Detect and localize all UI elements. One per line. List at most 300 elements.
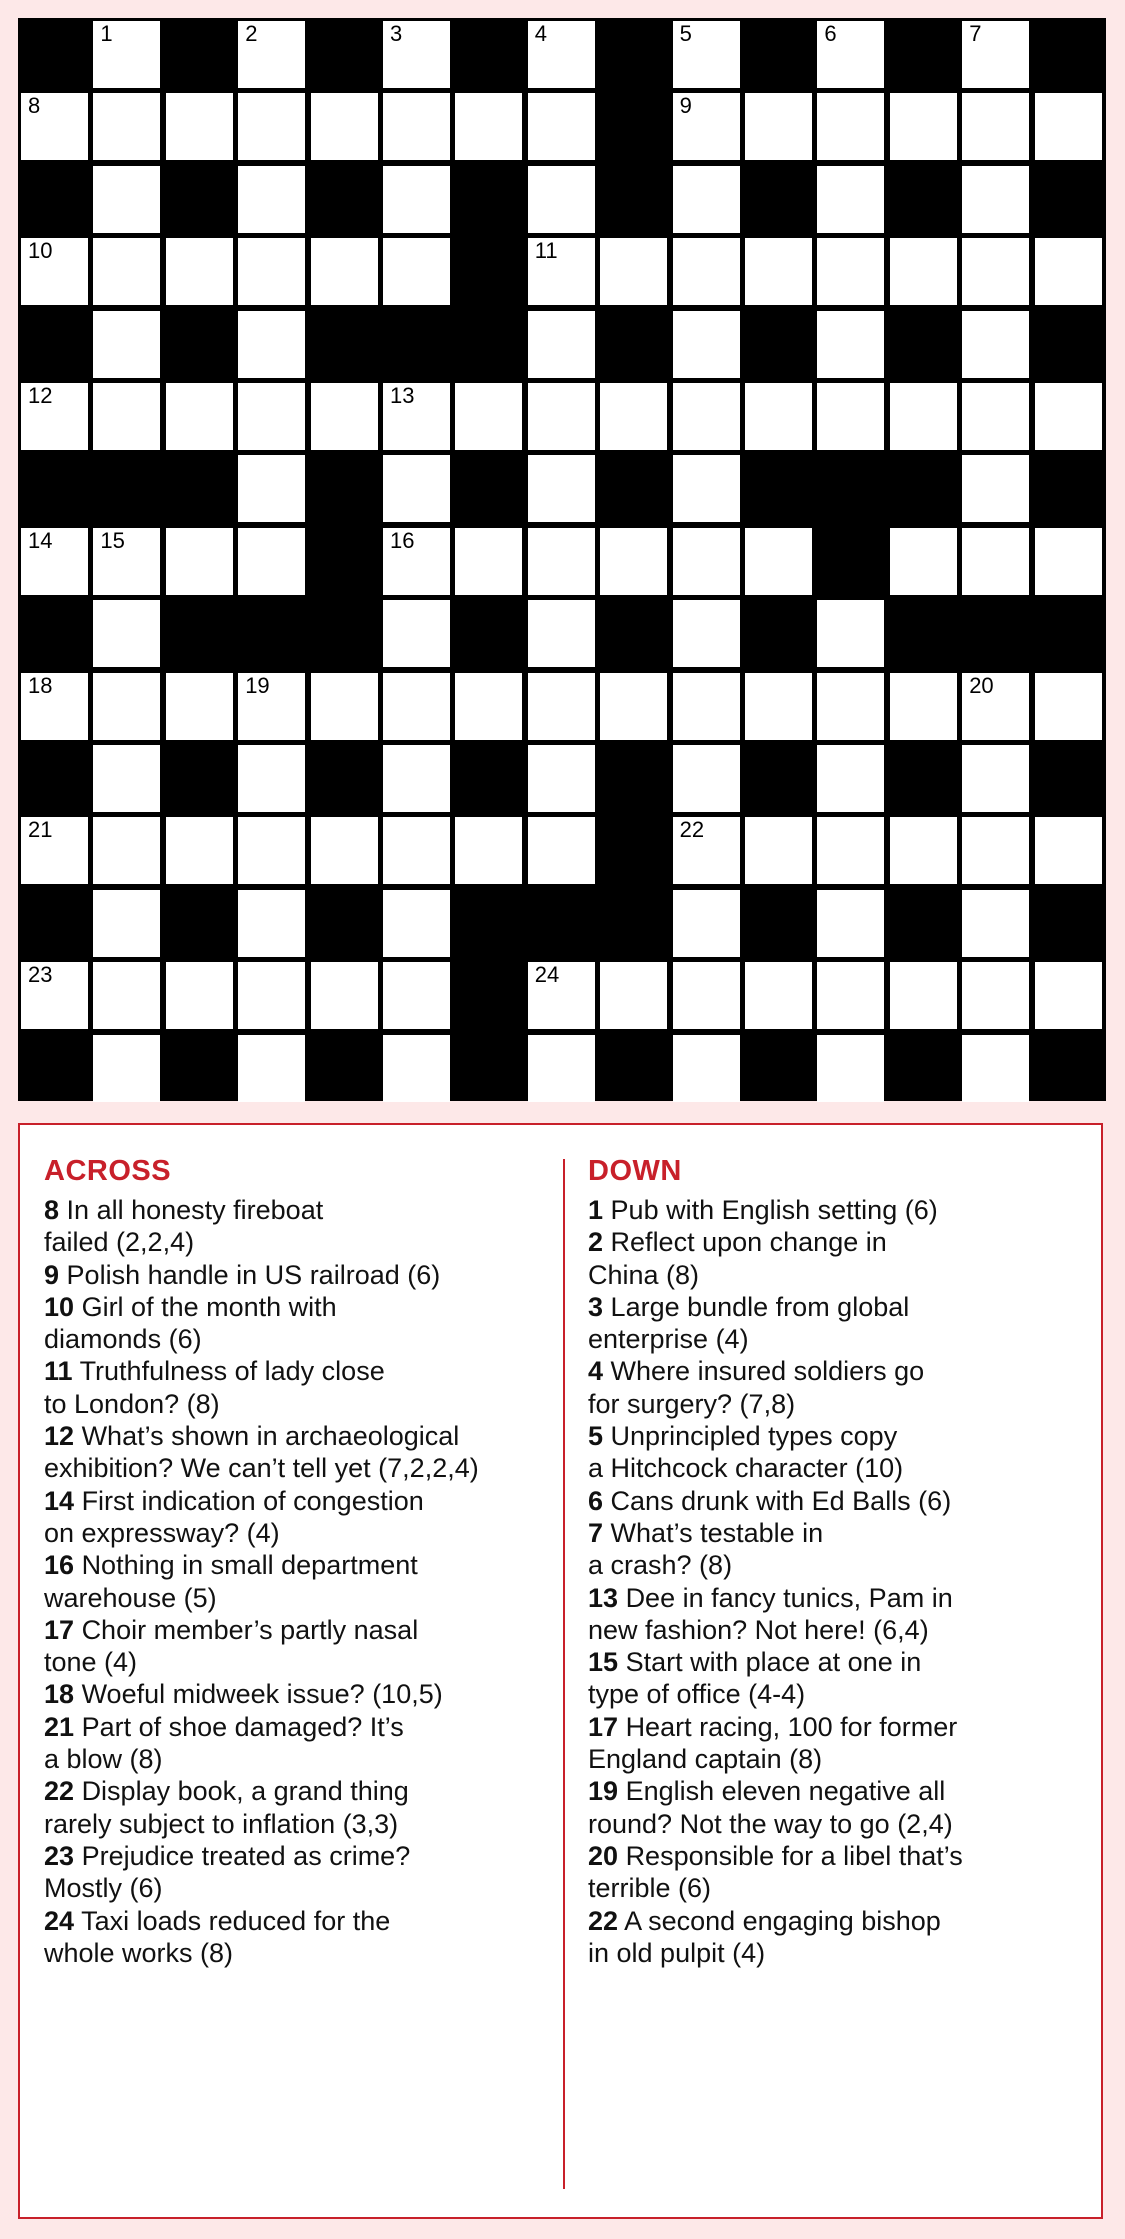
grid-cell[interactable]: [238, 383, 305, 450]
clue-number: 9: [679, 93, 692, 119]
grid-cell[interactable]: [21, 962, 88, 1029]
grid-cell[interactable]: [745, 673, 812, 740]
grid-cell[interactable]: [455, 93, 522, 160]
clue-text: Dee in fancy tunics, Pam in: [625, 1582, 953, 1613]
grid-cell[interactable]: [21, 238, 88, 305]
clue-text: enterprise (4): [588, 1324, 749, 1355]
clue-line: [588, 1388, 1088, 1420]
grid-cell[interactable]: [1035, 238, 1102, 305]
grid-cell[interactable]: [383, 817, 450, 884]
grid-cell[interactable]: [817, 817, 884, 884]
grid-cell[interactable]: [238, 890, 305, 957]
clue-num: 20: [588, 1840, 619, 1871]
grid-cell[interactable]: [166, 528, 233, 595]
grid-cell[interactable]: [93, 166, 160, 233]
grid-cell[interactable]: [166, 962, 233, 1029]
grid-cell[interactable]: [93, 21, 160, 88]
grid-cell[interactable]: [890, 817, 957, 884]
clue-num: 10: [44, 1291, 75, 1322]
grid-cell[interactable]: [600, 528, 667, 595]
grid-cell[interactable]: [817, 673, 884, 740]
grid-cell[interactable]: [93, 600, 160, 667]
across-clue-24[interactable]: [44, 1905, 554, 1970]
grid-cell[interactable]: [890, 93, 957, 160]
clues-panel: [18, 1123, 1103, 2219]
grid-cell[interactable]: [673, 817, 740, 884]
clue-text: round? Not the way to go (2,4): [588, 1808, 953, 1839]
grid-cell[interactable]: [817, 166, 884, 233]
grid-cell[interactable]: [673, 455, 740, 522]
clue-text: whole works (8): [44, 1937, 234, 1968]
grid-cell[interactable]: [600, 673, 667, 740]
clue-text: China (8): [588, 1259, 700, 1290]
clue-line: [44, 1420, 554, 1452]
grid-cell[interactable]: [238, 962, 305, 1029]
clue-line: [44, 1355, 554, 1387]
grid-cell[interactable]: [890, 962, 957, 1029]
grid-cell[interactable]: [745, 383, 812, 450]
grid-cell[interactable]: [962, 93, 1029, 160]
grid-cell[interactable]: [383, 600, 450, 667]
grid-cell[interactable]: [673, 311, 740, 378]
clue-line: [44, 1678, 554, 1710]
across-clue-23[interactable]: [44, 1840, 554, 1905]
grid-cell[interactable]: [528, 21, 595, 88]
clue-number: 23: [28, 962, 53, 988]
clue-text: Display book, a grand thing: [81, 1776, 409, 1807]
grid-cell[interactable]: [817, 600, 884, 667]
grid-cell[interactable]: [455, 383, 522, 450]
clue-line: [588, 1678, 1088, 1710]
clue-num: 21: [44, 1711, 75, 1742]
down-heading: DOWN: [588, 1155, 682, 1187]
grid-cell[interactable]: [93, 383, 160, 450]
clue-num: 23: [44, 1840, 75, 1871]
grid-cell[interactable]: [528, 745, 595, 812]
grid-cell[interactable]: [311, 673, 378, 740]
grid-cell[interactable]: [93, 311, 160, 378]
clue-number: 20: [969, 672, 994, 698]
grid-cell[interactable]: [528, 962, 595, 1029]
clue-line: [44, 1485, 554, 1517]
across-clue-16[interactable]: [44, 1549, 554, 1614]
grid-cell[interactable]: [528, 311, 595, 378]
clue-text: Polish handle in US railroad (6): [66, 1259, 441, 1290]
grid-cell[interactable]: [383, 745, 450, 812]
across-clue-list: [44, 1194, 554, 1969]
across-clue-8[interactable]: [44, 1194, 554, 1259]
clue-line: [588, 1517, 1088, 1549]
grid-cell[interactable]: [890, 383, 957, 450]
down-column: [588, 1155, 1088, 1969]
clue-text: type of office (4-4): [588, 1679, 806, 1710]
clue-line: [44, 1194, 554, 1226]
grid-cell[interactable]: [528, 817, 595, 884]
grid-cell[interactable]: [817, 890, 884, 957]
clue-text: exhibition? We can’t tell yet (7,2,2,4): [44, 1453, 479, 1484]
grid-cell[interactable]: [1035, 817, 1102, 884]
grid-cell[interactable]: [962, 528, 1029, 595]
clue-number: 14: [28, 527, 53, 553]
clue-text: Reflect upon change in: [610, 1227, 887, 1258]
down-clue-4[interactable]: [588, 1355, 1088, 1420]
clue-line: [588, 1226, 1088, 1258]
across-clue-11[interactable]: [44, 1355, 554, 1420]
grid-cell[interactable]: [93, 817, 160, 884]
grid-cell[interactable]: [1035, 673, 1102, 740]
grid-cell[interactable]: [528, 383, 595, 450]
clue-num: 22: [588, 1905, 619, 1936]
clue-num: 12: [44, 1421, 75, 1452]
clue-text: Heart racing, 100 for former: [625, 1711, 958, 1742]
grid-cell[interactable]: [93, 745, 160, 812]
clue-num: 15: [588, 1647, 619, 1678]
grid-cell[interactable]: [311, 817, 378, 884]
clue-num: 6: [588, 1485, 604, 1516]
grid-cell[interactable]: [166, 93, 233, 160]
grid-cell[interactable]: [238, 673, 305, 740]
grid-cell[interactable]: [166, 383, 233, 450]
grid-cell[interactable]: [817, 745, 884, 812]
clue-line: [588, 1905, 1088, 1937]
grid-cell[interactable]: [383, 528, 450, 595]
across-clue-14[interactable]: [44, 1485, 554, 1550]
grid-cell[interactable]: [817, 962, 884, 1029]
clue-text: Woeful midweek issue? (10,5): [81, 1679, 443, 1710]
clue-text: a Hitchcock character (10): [588, 1453, 904, 1484]
grid-cell[interactable]: [528, 238, 595, 305]
grid-cell[interactable]: [817, 311, 884, 378]
clue-line: [44, 1452, 554, 1484]
clue-text: English eleven negative all: [625, 1776, 946, 1807]
grid-cell[interactable]: [21, 383, 88, 450]
grid-cell[interactable]: [528, 528, 595, 595]
grid-cell[interactable]: [528, 455, 595, 522]
clue-number: 15: [100, 527, 125, 553]
down-clue-7[interactable]: [588, 1517, 1088, 1582]
grid-cell[interactable]: [311, 962, 378, 1029]
clue-num: 1: [588, 1195, 604, 1225]
grid-cell[interactable]: [238, 1035, 305, 1102]
clue-line: [44, 1582, 554, 1614]
grid-cell[interactable]: [673, 238, 740, 305]
grid-cell[interactable]: [166, 238, 233, 305]
across-clue-22[interactable]: [44, 1775, 554, 1840]
clue-number: 10: [28, 238, 53, 264]
down-clue-1[interactable]: [588, 1194, 1088, 1226]
clue-text: A second engaging bishop: [624, 1905, 941, 1936]
grid-cell[interactable]: [673, 93, 740, 160]
down-clue-13[interactable]: [588, 1582, 1088, 1647]
clue-text: a blow (8): [44, 1744, 163, 1775]
grid-cell[interactable]: [528, 93, 595, 160]
grid-cell[interactable]: [455, 528, 522, 595]
clue-line: [44, 1743, 554, 1775]
grid-cell[interactable]: [93, 1035, 160, 1102]
grid-cell[interactable]: [817, 93, 884, 160]
grid-cell[interactable]: [962, 817, 1029, 884]
clue-line: [44, 1226, 554, 1258]
grid-cell[interactable]: [383, 890, 450, 957]
down-clue-list: [588, 1194, 1088, 1969]
grid-cell[interactable]: [93, 238, 160, 305]
clue-text: What’s testable in: [610, 1517, 824, 1548]
clue-text: First indication of congestion: [81, 1485, 424, 1516]
clue-line: [44, 1775, 554, 1807]
across-clue-9[interactable]: [44, 1259, 554, 1291]
clue-line: [588, 1194, 1088, 1226]
down-clue-17[interactable]: [588, 1711, 1088, 1776]
clue-num: 7: [588, 1517, 604, 1548]
clue-line: [588, 1646, 1088, 1678]
grid-cell[interactable]: [311, 383, 378, 450]
clue-line: [44, 1323, 554, 1355]
clue-text: Nothing in small department: [81, 1550, 418, 1581]
grid-cell[interactable]: [817, 238, 884, 305]
clue-text: Pub with English setting (6): [610, 1195, 938, 1225]
clue-number: 5: [679, 21, 692, 46]
grid-cell[interactable]: [93, 528, 160, 595]
clue-num: 2: [588, 1227, 604, 1258]
grid-cell[interactable]: [93, 890, 160, 957]
grid-cell[interactable]: [745, 528, 812, 595]
clue-text: Where insured soldiers go: [610, 1356, 925, 1387]
grid-cell[interactable]: [383, 1035, 450, 1102]
grid-cell[interactable]: [311, 238, 378, 305]
across-column: [44, 1155, 554, 1969]
column-divider: [563, 1159, 565, 2189]
clue-line: [44, 1259, 554, 1291]
clue-line: [588, 1291, 1088, 1323]
grid-cell[interactable]: [455, 673, 522, 740]
clue-num: 18: [44, 1679, 75, 1710]
grid-cell[interactable]: [238, 528, 305, 595]
clue-num: 9: [44, 1259, 60, 1290]
down-clue-22[interactable]: [588, 1905, 1088, 1970]
grid-cell[interactable]: [962, 890, 1029, 957]
down-clue-5[interactable]: [588, 1420, 1088, 1485]
grid-cell[interactable]: [238, 311, 305, 378]
grid-cell[interactable]: [745, 93, 812, 160]
clue-line: [44, 1291, 554, 1323]
down-clue-20[interactable]: [588, 1840, 1088, 1905]
grid-cell[interactable]: [238, 93, 305, 160]
clue-line: [588, 1937, 1088, 1969]
clue-text: Taxi loads reduced for the: [81, 1905, 391, 1936]
down-clue-3[interactable]: [588, 1291, 1088, 1356]
grid-cell[interactable]: [383, 21, 450, 88]
grid-cell[interactable]: [962, 383, 1029, 450]
clue-text: failed (2,2,4): [44, 1227, 195, 1258]
clue-line: [588, 1582, 1088, 1614]
clue-num: 19: [588, 1776, 619, 1807]
grid-cell[interactable]: [962, 311, 1029, 378]
grid-cell[interactable]: [1035, 962, 1102, 1029]
grid-cell[interactable]: [962, 673, 1029, 740]
grid-cell[interactable]: [817, 1035, 884, 1102]
grid-cell[interactable]: [1035, 383, 1102, 450]
grid-cell[interactable]: [383, 673, 450, 740]
grid-cell[interactable]: [673, 673, 740, 740]
grid-cell[interactable]: [383, 166, 450, 233]
down-clue-19[interactable]: [588, 1775, 1088, 1840]
clue-text: Girl of the month with: [81, 1291, 337, 1322]
clue-line: [44, 1549, 554, 1581]
clue-text: in old pulpit (4): [588, 1937, 766, 1968]
grid-cell[interactable]: [93, 93, 160, 160]
clue-line: [44, 1388, 554, 1420]
grid-cell[interactable]: [962, 745, 1029, 812]
clue-num: 11: [44, 1356, 73, 1387]
clue-num: 14: [44, 1485, 75, 1516]
grid-cell[interactable]: [673, 745, 740, 812]
grid-cell[interactable]: [673, 962, 740, 1029]
clue-number: 19: [245, 672, 270, 698]
clue-text: Prejudice treated as crime?: [81, 1840, 411, 1871]
clue-line: [588, 1549, 1088, 1581]
grid-cell[interactable]: [673, 890, 740, 957]
clue-text: Truthfulness of lady close: [79, 1356, 385, 1387]
grid-cell[interactable]: [21, 93, 88, 160]
grid-cell[interactable]: [600, 238, 667, 305]
grid-cell[interactable]: [528, 1035, 595, 1102]
grid-cell[interactable]: [528, 673, 595, 740]
clue-text: Large bundle from global: [610, 1291, 910, 1322]
grid-cell[interactable]: [21, 673, 88, 740]
grid-cell[interactable]: [238, 745, 305, 812]
clue-text: What’s shown in archaeological: [81, 1421, 460, 1452]
clue-number: 22: [679, 817, 705, 843]
grid-cell[interactable]: [673, 166, 740, 233]
grid-cell[interactable]: [962, 166, 1029, 233]
clue-number: 16: [390, 527, 415, 553]
grid-cell[interactable]: [745, 238, 812, 305]
clue-text: Cans drunk with Ed Balls (6): [610, 1485, 952, 1516]
clue-line: [44, 1517, 554, 1549]
grid-cell[interactable]: [890, 673, 957, 740]
grid-cell[interactable]: [1035, 528, 1102, 595]
clue-line: [588, 1485, 1088, 1517]
clue-line: [588, 1452, 1088, 1484]
grid-cell[interactable]: [528, 600, 595, 667]
clue-line: [44, 1937, 554, 1969]
clue-num: 8: [44, 1195, 60, 1225]
across-clue-17[interactable]: [44, 1614, 554, 1679]
grid-cell[interactable]: [745, 962, 812, 1029]
clue-num: 13: [588, 1582, 619, 1613]
grid-cell[interactable]: [383, 455, 450, 522]
grid-cell[interactable]: [962, 238, 1029, 305]
across-clue-12[interactable]: [44, 1420, 554, 1485]
clue-line: [588, 1711, 1088, 1743]
grid-cell[interactable]: [21, 528, 88, 595]
grid-cell[interactable]: [455, 817, 522, 884]
across-clue-10[interactable]: [44, 1291, 554, 1356]
grid-cell[interactable]: [673, 1035, 740, 1102]
grid-cell[interactable]: [673, 383, 740, 450]
down-clue-6[interactable]: [588, 1485, 1088, 1517]
grid-cell[interactable]: [166, 817, 233, 884]
across-clue-21[interactable]: [44, 1711, 554, 1776]
grid-cell[interactable]: [962, 455, 1029, 522]
grid-cell[interactable]: [673, 528, 740, 595]
grid-cell[interactable]: [962, 962, 1029, 1029]
grid-cell[interactable]: [817, 21, 884, 88]
grid-cell[interactable]: [673, 600, 740, 667]
grid-cell[interactable]: [238, 817, 305, 884]
clue-line: [44, 1646, 554, 1678]
across-heading: ACROSS: [44, 1155, 172, 1187]
clue-number: 1: [100, 21, 113, 46]
down-clue-15[interactable]: [588, 1646, 1088, 1711]
clue-number: 24: [534, 962, 560, 988]
clue-number: 12: [28, 383, 53, 408]
grid-cell[interactable]: [93, 962, 160, 1029]
grid-cell[interactable]: [962, 1035, 1029, 1102]
grid-cell[interactable]: [311, 93, 378, 160]
clue-text: Unprincipled types copy: [610, 1421, 898, 1452]
grid-cell[interactable]: [383, 962, 450, 1029]
clue-text: on expressway? (4): [44, 1517, 280, 1548]
clue-line: [44, 1840, 554, 1872]
clue-number: 18: [28, 672, 53, 698]
clue-num: 5: [588, 1421, 604, 1452]
grid-cell[interactable]: [673, 21, 740, 88]
grid-cell[interactable]: [166, 673, 233, 740]
grid-cell[interactable]: [238, 21, 305, 88]
clue-number: 3: [390, 21, 403, 46]
clue-line: [588, 1808, 1088, 1840]
across-clue-18[interactable]: [44, 1678, 554, 1710]
grid-cell[interactable]: [238, 455, 305, 522]
grid-cell[interactable]: [238, 238, 305, 305]
grid-cell[interactable]: [962, 21, 1029, 88]
clue-text: Responsible for a libel that’s: [625, 1840, 963, 1871]
clue-line: [588, 1355, 1088, 1387]
grid-cell[interactable]: [817, 383, 884, 450]
down-clue-2[interactable]: [588, 1226, 1088, 1291]
clue-number: 6: [824, 21, 837, 46]
clue-text: to London? (8): [44, 1388, 220, 1419]
grid-cell[interactable]: [600, 962, 667, 1029]
grid-cell[interactable]: [383, 238, 450, 305]
grid-cell[interactable]: [1035, 93, 1102, 160]
grid-cell[interactable]: [93, 673, 160, 740]
clue-num: 17: [588, 1711, 619, 1742]
clue-text: tone (4): [44, 1647, 138, 1678]
grid-cell[interactable]: [383, 93, 450, 160]
grid-cell[interactable]: [600, 383, 667, 450]
clue-number: 4: [534, 21, 548, 46]
clue-line: [588, 1323, 1088, 1355]
grid-cell[interactable]: [890, 238, 957, 305]
clue-line: [588, 1840, 1088, 1872]
grid-cell[interactable]: [383, 383, 450, 450]
clue-text: Mostly (6): [44, 1873, 163, 1904]
clue-num: 4: [588, 1356, 604, 1387]
grid-cell[interactable]: [21, 817, 88, 884]
clue-text: In all honesty fireboat: [66, 1195, 324, 1225]
grid-cell[interactable]: [745, 817, 812, 884]
clue-text: warehouse (5): [44, 1582, 217, 1613]
clue-number: 13: [390, 383, 415, 408]
clue-number: 11: [534, 238, 558, 264]
clue-line: [44, 1614, 554, 1646]
grid-cell[interactable]: [238, 166, 305, 233]
grid-cell[interactable]: [890, 528, 957, 595]
clue-line: [588, 1775, 1088, 1807]
grid-cell[interactable]: [528, 166, 595, 233]
